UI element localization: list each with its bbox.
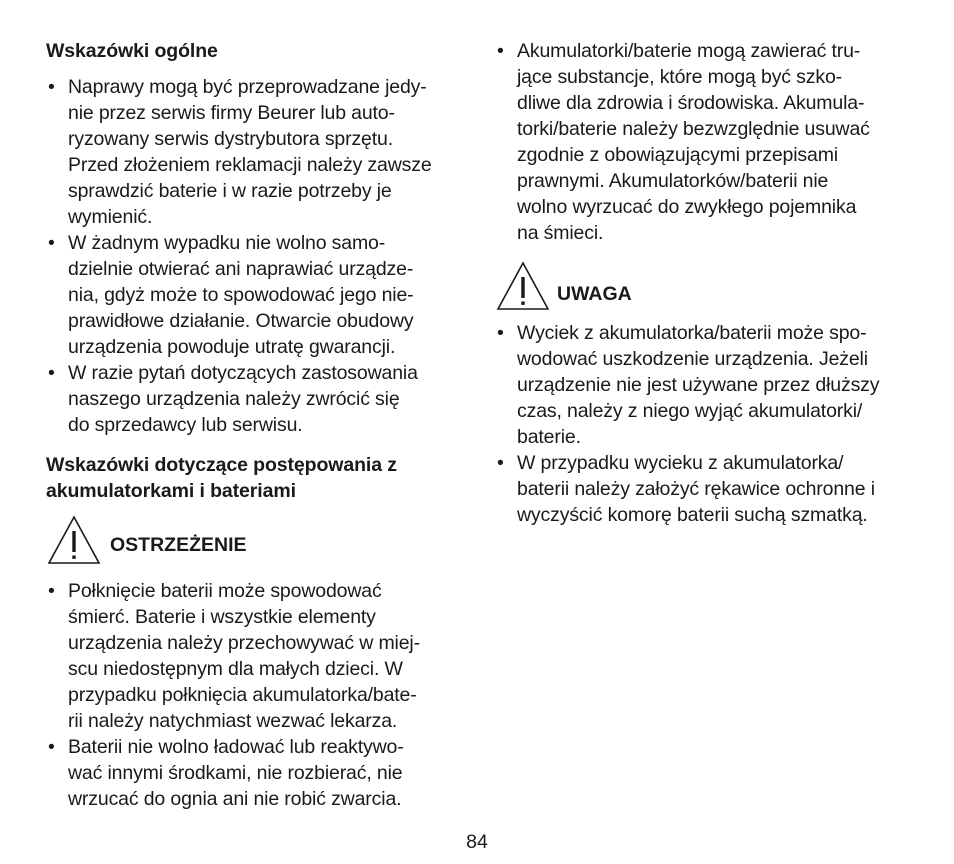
caution-label: UWAGA xyxy=(557,283,632,305)
list-item: • Akumulatorki/baterie mogą zawierać tru- jące substancje, które mogą być szko- dliwe dla zdrowia i środowiska. Akumula- torki/baterie należy bezwzględnie usuwać zgodnie z obowiązującymi przepisami prawnymi. Akumulatorków/baterii nie wolno wyrzucać do zwykłego pojemnika na śmieci. xyxy=(497,40,870,244)
list-item: • W żadnym wypadku nie wolno samo- dzielnie otwierać ani naprawiać urządze- nia, gdyż może to spowodować jego nie- prawidłowe działanie. Otwarcie obudowy urządzenia powoduje utratę gwarancji. xyxy=(48,232,414,358)
caution-block xyxy=(495,260,915,318)
bullet-icon: • xyxy=(497,452,504,474)
warning-triangle-icon xyxy=(46,514,102,566)
warning-triangle-icon xyxy=(495,260,551,312)
bullet-icon: • xyxy=(497,322,504,344)
bullet-icon: • xyxy=(48,736,55,758)
list-item: • Baterii nie wolno ładować lub reaktywo- wać innymi środkami, nie rozbierać, nie wrzucać do ognia ani nie robić zwarcia. xyxy=(48,736,404,810)
list-item: • W razie pytań dotyczących zastosowania naszego urządzenia należy zwrócić się do sprzedawcy lub serwisu. xyxy=(48,362,418,436)
list-item: • W przypadku wycieku z akumulatorka/ baterii należy założyć rękawice ochronne i wyczyścić komorę baterii suchą szmatką. xyxy=(497,452,875,526)
battery-heading: Wskazówki dotyczące postępowania z akumulatorkami i bateriami xyxy=(46,454,397,502)
general-heading: Wskazówki ogólne xyxy=(46,40,218,62)
bullet-icon: • xyxy=(48,362,55,384)
warning-list xyxy=(46,578,466,812)
caution-list xyxy=(495,320,915,528)
bullet-icon: • xyxy=(48,232,55,254)
bullet-icon: • xyxy=(497,40,504,62)
warning-block xyxy=(46,514,466,572)
bullet-icon: • xyxy=(48,76,55,98)
list-item: • Połknięcie baterii może spowodować śmierć. Baterie i wszystkie elementy urządzenia należy przechowywać w miej- scu niedostępnym dla małych dzieci. W przypadku połknięcia akumulatorka/bate- rii należy natychmiast wezwać lekarza. xyxy=(48,580,420,732)
list-item: • Wyciek z akumulatorka/baterii może spo- wodować uszkodzenie urządzenia. Jeżeli urządzenie nie jest używane przez dłuższy czas, należy z niego wyjąć akumulatorki/ baterie. xyxy=(497,322,880,448)
page-number: 84 xyxy=(466,831,488,853)
battery-disposal-list xyxy=(495,38,915,246)
warning-label: OSTRZEŻENIE xyxy=(110,534,247,556)
general-list xyxy=(46,74,466,438)
bullet-icon: • xyxy=(48,580,55,602)
right-column xyxy=(495,38,915,528)
list-item: • Naprawy mogą być przeprowadzane jedy- nie przez serwis firmy Beurer lub auto- ryzowany serwis dystrybutora sprzętu. Przed złożeniem reklamacji należy zawsze sprawdzić baterie i w razie potrzeby je wymienić. xyxy=(48,76,432,228)
left-column xyxy=(46,38,466,812)
